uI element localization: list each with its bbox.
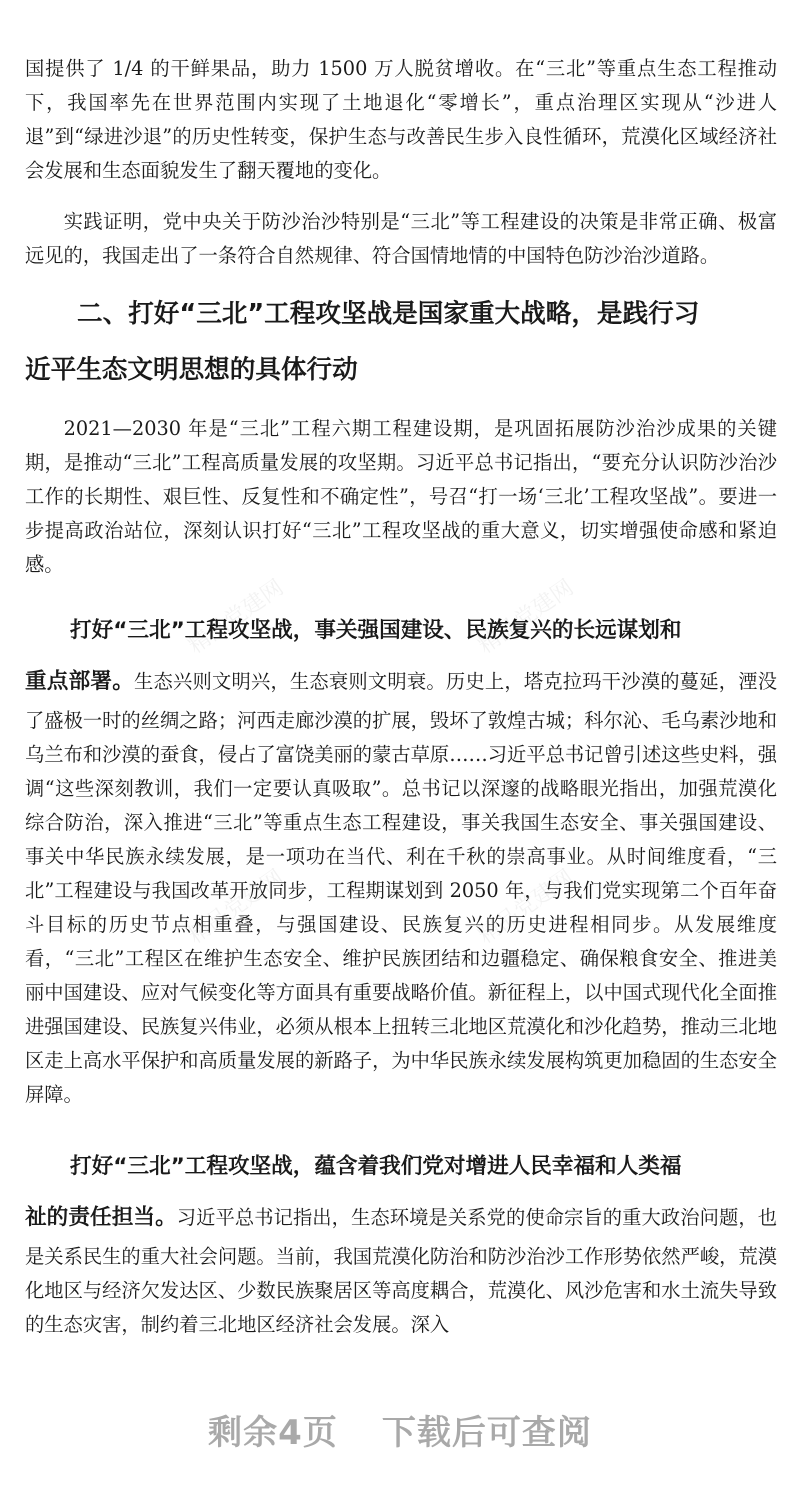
- paragraph-continued: 国提供了 1/4 的干鲜果品，助力 1500 万人脱贫增收。在“三北”等重点生态工程推动下，我国率先在世界范围内实现了土地退化“零增长”，重点治理区实现从“沙进人退”到“绿进沙退”的历史性转变，保护生态与改善民生步入良性循环，荒漠化区域经济社会发展和生态面貌发生了翻天覆地的变化。: [25, 57, 777, 182]
- download-to-view-label: 下载后可查阅: [381, 1413, 592, 1453]
- paragraph-people-wellbeing: [25, 1138, 777, 1342]
- section-heading-2: [25, 286, 777, 398]
- paragraph-practice-proves: 实践证明，党中央关于防沙治沙特别是“三北”等工程建设的决策是非常正确、极富远见的，我国走出了一条符合自然规律、符合国情地情的中国特色防沙治沙道路。: [25, 210, 777, 267]
- lead-sentence-line1: 打好“三北”工程攻坚战，蕴含着我们党对增进人民幸福和人类福: [70, 1154, 682, 1179]
- lead-sentence-line1: 打好“三北”工程攻坚战，事关强国建设、民族复兴的长远谋划和: [70, 618, 682, 643]
- document-body: [25, 52, 777, 1342]
- remaining-pages-label: 剩余4页: [208, 1413, 338, 1453]
- paragraph-body: 习近平总书记指出，生态环境是关系党的使命宗旨的重大政治问题，也是关系民生的重大社会问题。当前，我国荒漠化防治和防沙治沙工作形势依然严峻，荒漠化地区与经济欠发达区、少数民族聚居区等高度耦合，荒漠化、风沙危害和水土流失导致的生态灾害，制约着三北地区经济社会发展。深入: [25, 1206, 777, 1336]
- lead-sentence-line2: 祉的责任担当。: [25, 1205, 177, 1230]
- watermark-text: 精品党建网: [183, 865, 289, 949]
- watermark-text: 精品党建网: [473, 865, 579, 949]
- paragraph-strategic-plan: [25, 602, 777, 1112]
- paragraph-sixth-phase: 2021—2030 年是“三北”工程六期工程建设期，是巩固拓展防沙治沙成果的关键期，是推动“三北”工程高质量发展的攻坚期。习近平总书记指出，“要充分认识防沙治沙工作的长期性、艰巨性、反复性和不确定性”，号召“打一场‘三北’工程攻坚战”。要进一步提高政治站位，深刻认识打好“三北”工程攻坚战的重大意义，切实增强使命感和紧迫感。: [25, 417, 777, 576]
- section-heading-line1: 二、打好“三北”工程攻坚战是国家重大战略，是践行习: [77, 299, 700, 329]
- download-prompt[interactable]: [0, 1405, 800, 1454]
- lead-sentence-line2: 重点部署。: [25, 669, 135, 694]
- watermark-text: 精品党建网: [183, 575, 289, 659]
- section-heading-line2: 近平生态文明思想的具体行动: [25, 355, 358, 385]
- watermark-text: 精品党建网: [473, 575, 579, 659]
- paragraph-body: 生态兴则文明兴，生态衰则文明衰。历史上，塔克拉玛干沙漠的蔓延，湮没了盛极一时的丝绸之路；河西走廊沙漠的扩展，毁坏了敦煌古城；科尔沁、毛乌素沙地和乌兰布和沙漠的蚕食，侵占了富饶美丽的蒙古草原……习近平总书记曾引述这些史料，强调“这些深刻教训，我们一定要认真吸取”。总书记以深邃的战略眼光指出，加强荒漠化综合防治，深入推进“三北”等重点生态工程建设，事关我国生态安全、事关强国建设、事关中华民族永续发展，是一项功在当代、利在千秋的崇高事业。从时间维度看，“三北”工程建设与我国改革开放同步，工程期谋划到 2050 年，与我们党实现第二个百年奋斗目标的历史节点相重叠，与强国建设、民族复兴的历史进程相同步。从发展维度看，“三北”工程区在维护生态安全、维护民族团结和边疆稳定、确保粮食安全、推进美丽中国建设、应对气候变化等方面具有重要战略价值。新征程上，以中国式现代化全面推进强国建设、民族复兴伟业，必须从根本上扭转三北地区荒漠化和沙化趋势，推动三北地区走上高水平保护和高质量发展的新路子，为中华民族永续发展构筑更加稳固的生态安全屏障。: [25, 670, 777, 1106]
